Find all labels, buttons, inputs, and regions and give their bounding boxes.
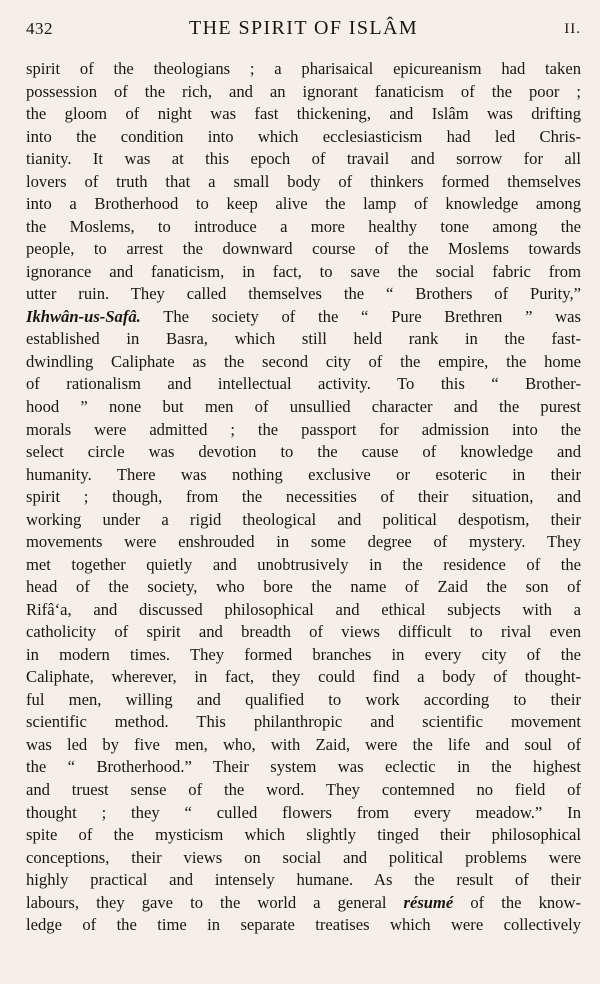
chapter-mark: II. <box>564 21 581 37</box>
text-line: possession of the rich, and an ignorant fanaticism of the poor ; <box>26 81 581 101</box>
text-line: humanity. There was nothing exclusive or esoteric in their <box>26 464 581 484</box>
running-title: THE SPIRIT OF ISLÂM <box>188 17 419 39</box>
text-line: ful men, willing and qualified to work according to their <box>26 689 581 709</box>
text-line: people, to arrest the downward course of the Moslems towards <box>26 239 581 259</box>
text-line: lovers of truth that a small body of thinkers formed themselves <box>26 171 581 191</box>
text-line: working under a rigid theological and political despotism, their <box>26 509 581 529</box>
page-number: 432 <box>26 19 53 38</box>
text-line: movements were enshrouded in some degree of mystery. They <box>26 532 581 552</box>
text-line: the Moslems, to introduce a more healthy tone among the <box>26 216 581 236</box>
text-line: spite of the mysticism which slightly tinged their philosophical <box>26 825 581 845</box>
text-line: established in Basra, which still held rank in the fast- <box>26 329 581 349</box>
text-line: ignorance and fanaticism, in fact, to save the social fabric from <box>26 261 581 281</box>
italic-term: résumé <box>403 892 454 912</box>
text-line: utter ruin. They called themselves the “ Brothers of Purity,” <box>26 284 581 304</box>
body-text <box>26 58 581 937</box>
text-line: scientific method. This philanthropic and scientific movement <box>26 712 581 732</box>
running-head <box>26 0 581 42</box>
text-line: select circle was devotion to the cause of knowledge and <box>26 442 581 462</box>
text-line: the “ Brotherhood.” Their system was eclectic in the highest <box>26 757 581 777</box>
text-line: Rifâ‘a, and discussed philosophical and ethical subjects with a <box>26 599 581 619</box>
text-line: and truest sense of the word. They contemned no field of <box>26 780 581 799</box>
italic-term: Ikhwân-us-Safâ. <box>26 306 141 326</box>
text-line: of rationalism and intellectual activity. To this “ Brother- <box>26 374 581 394</box>
text-line: into a Brotherhood to keep alive the lamp of knowledge among <box>26 194 581 214</box>
text-line: hood ” none but men of unsullied character and the purest <box>26 396 581 416</box>
text-line: dwindling Caliphate as the second city of the empire, the home <box>26 351 581 371</box>
text-line: in modern times. They formed branches in every city of the <box>26 644 581 664</box>
text-line: Ikhwân-us-Safâ. The society of the “ Pure Brethren ” was <box>26 306 581 326</box>
text-line: Caliphate, wherever, in fact, they could find a body of thought- <box>26 667 581 687</box>
text-line: head of the society, who bore the name of Zaid the son of <box>26 577 581 597</box>
text-line: the gloom of night was fast thickening, and Islâm was drifting <box>26 104 581 124</box>
text-line: morals were admitted ; the passport for admission into the <box>26 419 581 439</box>
text-line: met together quietly and unobtrusively in the residence of the <box>26 554 581 574</box>
text-line: labours, they gave to the world a general résumé of the know- <box>26 892 581 912</box>
text-line: ledge of the time in separate treatises which were collectively <box>26 915 581 935</box>
text-line: highly practical and intensely humane. As the result of their <box>26 870 581 890</box>
text-line: conceptions, their views on social and political problems were <box>26 847 581 867</box>
text-line: was led by five men, who, with Zaid, were the life and soul of <box>26 734 581 754</box>
text-line: spirit ; though, from the necessities of their situation, and <box>26 487 581 507</box>
text-line: into the condition into which ecclesiasticism had led Chris- <box>26 126 581 146</box>
text-line: tianity. It was at this epoch of travail and sorrow for all <box>26 149 581 169</box>
text-line: catholicity of spirit and breadth of views difficult to rival even <box>26 622 581 642</box>
text-line: thought ; they “ culled flowers from every meadow.” In <box>26 802 581 822</box>
text-line: spirit of the theologians ; a pharisaical epicureanism had taken <box>26 59 581 78</box>
